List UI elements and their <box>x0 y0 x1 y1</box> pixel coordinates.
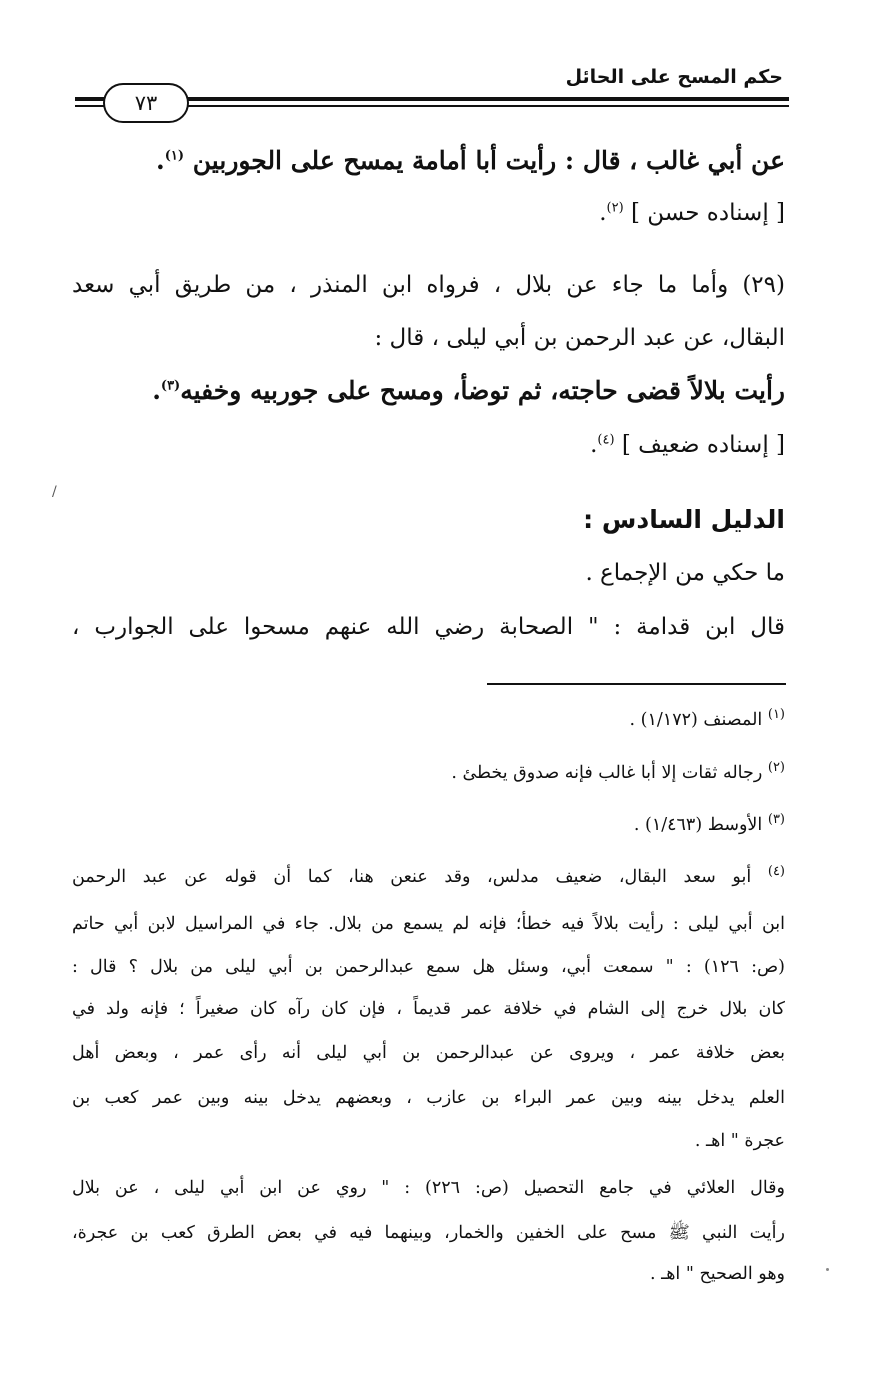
hadith-line-2: رأيت بلالاً قضى حاجته، ثم توضأ، ومسح على جوربيه وخفيه$^{(٣)}$. <box>152 376 785 405</box>
footnote-4-line-7: عجرة " اهـ . <box>694 1131 785 1151</box>
footnote-4-line-5: بعض خلافة عمر ، ويروى عن عبدالرحمن بن أبي ليلى أنه رأى عمر ، وبعض أهل <box>72 1043 785 1063</box>
footnote-4b-line-1: وقال العلائي في جامع التحصيل (ص: ٢٢٦) : " روي عن ابن أبي ليلى ، عن بلال <box>72 1178 785 1198</box>
footnote-4-line-4: كان بلال خرج إلى الشام في خلافة عمر قديماً ، فإن كان رآه كان صغيراً ؛ فإنه ولد في <box>72 999 785 1019</box>
footnote-4-line-2: ابن أبي ليلى : رأيت بلالاً فيه خطأ؛ فإنه لم يسمع من بلال. جاء في المراسيل لابن أبي حاتم <box>72 914 785 934</box>
section-heading: الدليل السادس : <box>583 505 785 534</box>
hadith-line-1-text: عن أبي غالب ، قال : رأيت أبا أمامة يمسح على الجوربين <box>192 146 785 175</box>
footnote-4-line-3: (ص: ١٢٦) : " سمعت أبي، وسئل هل سمع عبدالرحمن بن أبي ليلى من بلال ؟ قال : <box>72 957 785 977</box>
footnote-4b-line-3: وهو الصحيح " اهـ . <box>649 1264 785 1284</box>
footnote-separator <box>487 683 786 685</box>
footnote-ref-2: (٢) <box>606 200 624 216</box>
footnote-4-line-1: $^{(٤)}$ أبو سعد البقال، ضعيف مدلس، وقد عنعن هنا، كما أن قوله عن عبد الرحمن <box>72 864 785 887</box>
grading-line-1: [ إسناده حسن ] $^{(٢)}$. <box>599 200 785 226</box>
footnote-ref-4: (٤) <box>597 432 615 448</box>
consensus-line: ما حكي من الإجماع . <box>585 560 785 586</box>
footnote-3: $^{(٣)}$ الأوسط (١/٤٦٣) . <box>633 812 785 835</box>
footnote-ref-3: (٣) <box>160 378 181 394</box>
footnote-4b-line-2: رأيت النبي ﷺ مسح على الخفين والخمار، وبينهما فيه في بعض الطرق كعب بن عجرة، <box>72 1223 785 1243</box>
scan-speck <box>826 1268 829 1271</box>
paragraph-29-line-1: (٢٩) وأما ما جاء عن بلال ، فرواه ابن المنذر ، من طريق أبي سعد <box>72 272 785 298</box>
grading-line-2: [ إسناده ضعيف ] $^{(٤)}$. <box>590 432 785 458</box>
margin-tick: / <box>52 484 57 500</box>
footnote-1: $^{(١)}$ المصنف (١/١٧٢) . <box>629 707 785 730</box>
running-title: حكم المسح على الحائل <box>565 66 783 88</box>
paragraph-29-line-2: البقال، عن عبد الرحمن بن أبي ليلى ، قال : <box>374 325 785 351</box>
footnote-ref-1: (١) <box>164 148 185 164</box>
hadith-line-1: عن أبي غالب ، قال : رأيت أبا أمامة يمسح على الجوربين $^{(١)}$. <box>156 146 785 175</box>
page-number: ٧٣ <box>103 83 189 123</box>
ibn-qudama-quote: قال ابن قدامة : " الصحابة رضي الله عنهم مسحوا على الجوارب ، <box>72 614 785 640</box>
footnote-2: $^{(٢)}$ رجاله ثقات إلا أبا غالب فإنه صدوق يخطئ . <box>451 760 785 783</box>
footnote-4-line-6: العلم يدخل بينه وبين عمر البراء بن عازب ، وبعضهم يدخل بينه وبين عمر كعب بن <box>72 1088 785 1108</box>
